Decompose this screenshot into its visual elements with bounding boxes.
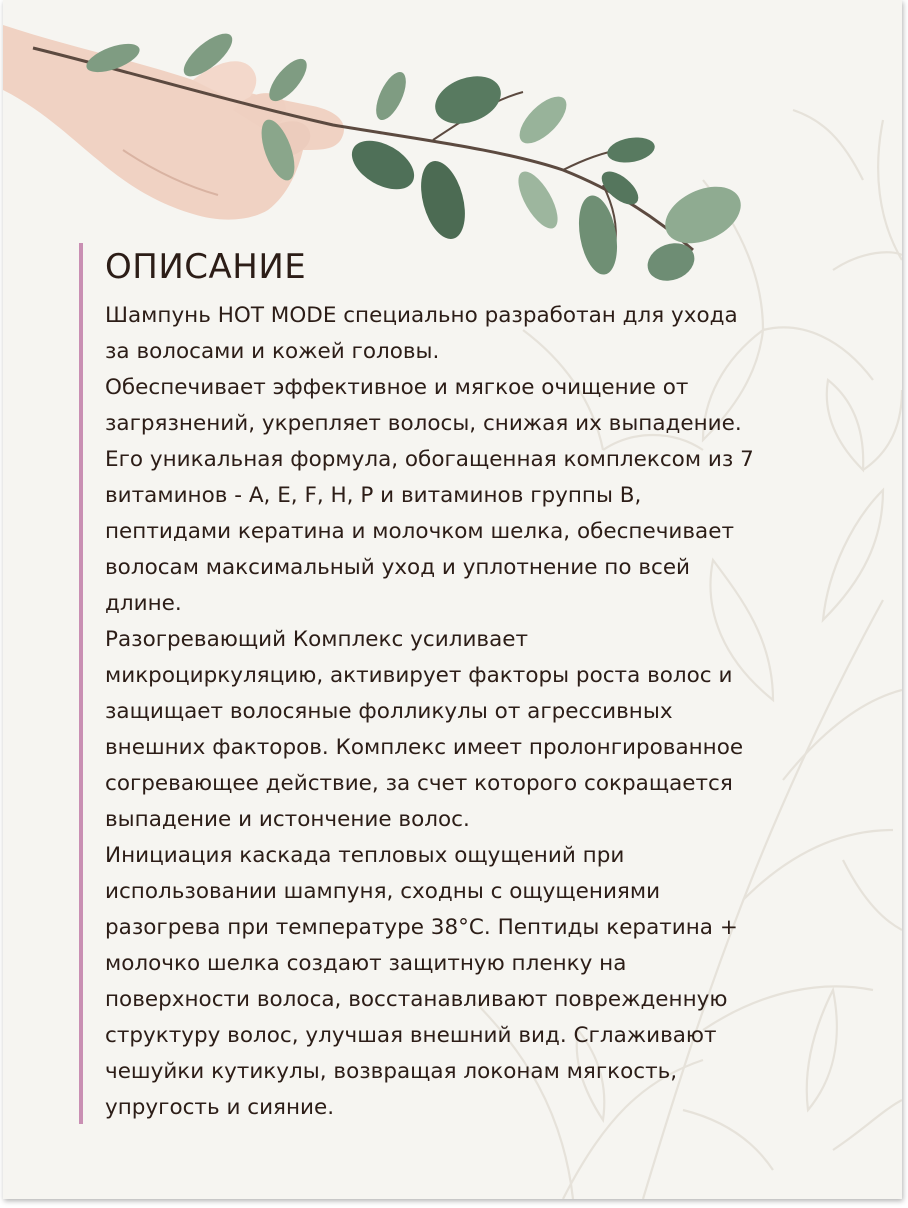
text-line: за волосами и кожей головы. bbox=[105, 339, 440, 364]
description-card bbox=[3, 0, 902, 1199]
text-line: волосам максимальный уход и уплотнение по всей bbox=[105, 555, 691, 580]
text-line: чешуйки кутикулы, возвращая локонам мягкость, bbox=[105, 1059, 678, 1084]
section-heading: ОПИСАНИЕ bbox=[105, 247, 307, 287]
text-line: поверхности волоса, восстанавливают поврежденную bbox=[105, 987, 728, 1012]
text-line: Инициация каскада тепловых ощущений при bbox=[105, 843, 625, 868]
text-line: витаминов - А, Е, F, H, P и витаминов группы В, bbox=[105, 483, 642, 508]
text-line: пептидами кератина и молочком шелка, обеспечивает bbox=[105, 519, 734, 544]
text-line: Обеспечивает эффективное и мягкое очищение от bbox=[105, 375, 689, 400]
description-text bbox=[105, 298, 865, 1126]
text-line: выпадение и истончение волос. bbox=[105, 807, 470, 832]
text-line: микроциркуляцию, активирует факторы роста волос и bbox=[105, 663, 733, 688]
text-line: защищает волосяные фолликулы от агрессивных bbox=[105, 699, 673, 724]
text-line: внешних факторов. Комплекс имеет пролонгированное bbox=[105, 735, 744, 760]
text-line: молочко шелка создают защитную пленку на bbox=[105, 951, 627, 976]
text-line: структуру волос, улучшая внешний вид. Сглаживают bbox=[105, 1023, 717, 1048]
text-line: использовании шампуня, сходны с ощущениями bbox=[105, 879, 661, 904]
text-line: Шампунь HOT MODE специально разработан для ухода bbox=[105, 303, 738, 328]
text-line: Его уникальная формула, обогащенная комплексом из 7 bbox=[105, 447, 754, 472]
text-line: согревающее действие, за счет которого сокращается bbox=[105, 771, 733, 796]
text-line: разогрева при температуре 38°С. Пептиды кератина + bbox=[105, 915, 738, 940]
accent-bar bbox=[79, 243, 83, 1124]
text-line: загрязнений, укрепляет волосы, снижая их выпадение. bbox=[105, 411, 742, 436]
text-line: упругость и сияние. bbox=[105, 1095, 335, 1120]
text-line: Разогревающий Комплекс усиливает bbox=[105, 627, 529, 652]
text-line: длине. bbox=[105, 591, 182, 616]
